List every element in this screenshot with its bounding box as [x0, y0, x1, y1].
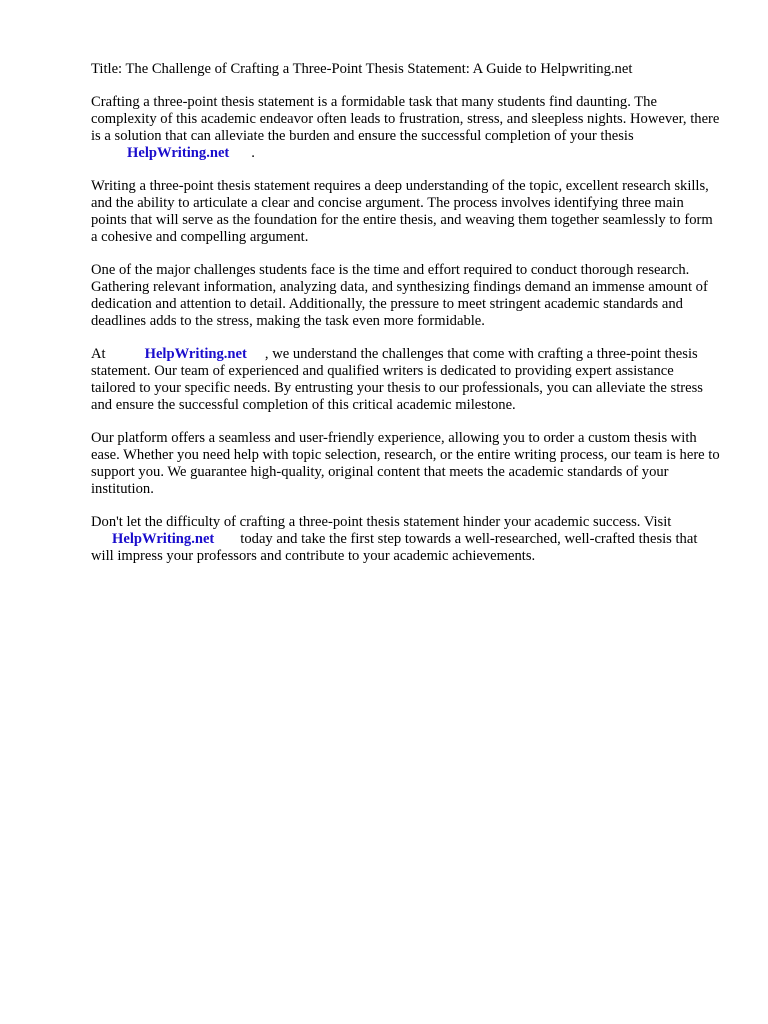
paragraph-1 — [91, 94, 721, 162]
paragraph-4 — [91, 346, 721, 414]
paragraph-3: One of the major challenges students face is the time and effort required to conduct thorough research. Gathering relevant information, analyzing data, and synthesizing findings demand an immense amount of dedication and attention to detail. Additionally, the pressure to meet stringent academic standards and deadlines adds to the stress, making the task even more formidable. — [91, 262, 708, 329]
paragraph-6 — [91, 514, 721, 565]
paragraph-2: Writing a three-point thesis statement requires a deep understanding of the topic, excellent research skills, and the ability to articulate a clear and concise argument. The process involves identifying three main points that will serve as the foundation for the entire thesis, and weaving them together seamlessly to form a cohesive and compelling argument. — [91, 178, 713, 245]
paragraph-4-start: At — [91, 346, 106, 362]
paragraph-1-text: Crafting a three-point thesis statement is a formidable task that many students find daunting. The complexity of this academic endeavor often leads to frustration, stress, and sleepless nights. However, there is a solution that can alleviate the burden and ensure the successful completion of your thesis — [91, 94, 720, 144]
paragraph-5: Our platform offers a seamless and user-friendly experience, allowing you to order a custom thesis with ease. Whether you need help with topic selection, research, or the entire writing process, our team is here to support you. We guarantee high-quality, original content that meets the academic standards of your institution. — [91, 430, 720, 497]
paragraph-1-end: . — [251, 145, 255, 161]
paragraph-6-start: Don't let the difficulty of crafting a three-point thesis statement hinder your academic success. Visit — [91, 514, 672, 530]
document-title: Title: The Challenge of Crafting a Three-Point Thesis Statement: A Guide to Helpwriting.net — [91, 61, 633, 77]
helpwriting-link-1[interactable]: HelpWriting.net — [127, 145, 230, 161]
document-page — [91, 61, 721, 581]
paragraph-6-text: today and take the first step towards a well-researched, well-crafted thesis that will impress your professors and contribute to your academic achievements. — [91, 531, 698, 564]
paragraph-4-text: , we understand the challenges that come with crafting a three-point thesis statement. Our team of experienced and qualified writers is dedicated to providing expert assistance tailored to your specific needs. By entrusting your thesis to our professionals, you can alleviate the stress and ensure the successful completion of this critical academic milestone. — [91, 346, 703, 413]
helpwriting-link-2[interactable]: HelpWriting.net — [144, 346, 247, 362]
helpwriting-link-3[interactable]: HelpWriting.net — [112, 531, 215, 547]
